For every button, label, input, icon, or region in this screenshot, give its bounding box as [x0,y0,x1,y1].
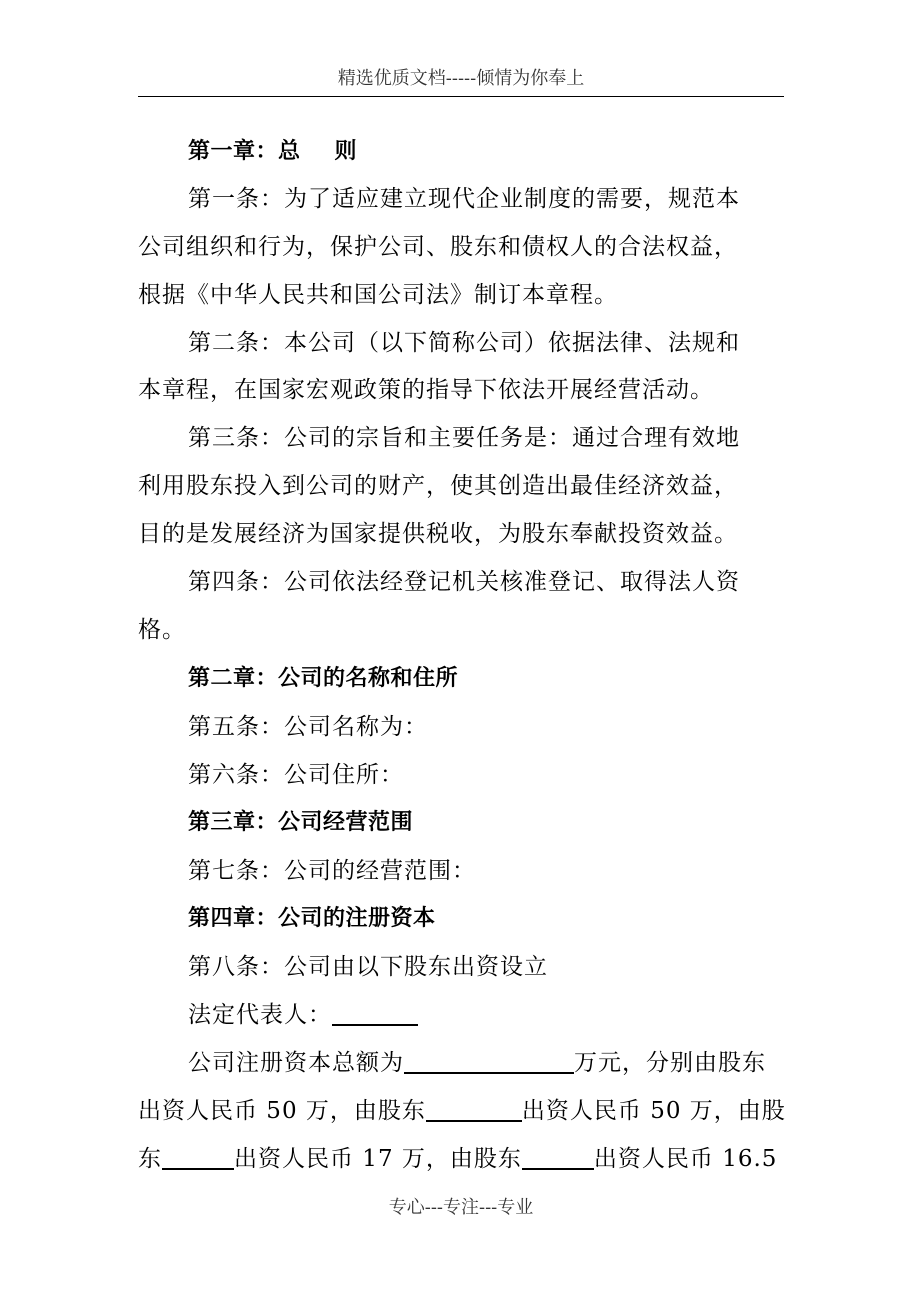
capital-text-3: 出资人民币 50 万，由股东 [138,1098,426,1124]
page-footer: 专心---专注---专业 [388,1197,534,1218]
shareholder-2-blank [426,1094,522,1122]
chapter-4-heading: 第四章：公司的注册资本 [188,906,436,931]
chapter-1-title-right: 则 [334,139,358,164]
chapter-2-heading: 第二章：公司的名称和住所 [188,666,459,691]
legal-representative-label: 法定代表人： [188,1002,332,1028]
article-1-line-2: 公司组织和行为，保护公司、股东和债权人的合法权益， [138,234,738,260]
capital-text-4: 出资人民币 50 万，由股 [521,1098,786,1124]
chapter-1-title-left: 第一章：总 [188,139,301,164]
page-header: 精选优质文档-----倾情为你奉上 [138,62,784,97]
legal-representative-blank [332,998,418,1026]
legal-representative-line [138,995,834,1035]
capital-text-6: 出资人民币 17 万，由股东 [234,1146,522,1172]
article-8: 第八条：公司由以下股东出资设立 [188,954,548,980]
capital-text-7: 出资人民币 16.5 [593,1146,778,1172]
capital-total-blank [404,1046,574,1074]
capital-text-1: 公司注册资本总额为 [188,1050,404,1076]
capital-text-2: 万元，分别由股东 [574,1050,766,1076]
article-1-line-3: 根据《中华人民共和国公司法》制订本章程。 [138,282,618,308]
article-4-line-2: 格。 [138,617,186,643]
capital-text-5: 东 [138,1146,162,1172]
capital-line-2 [138,1091,784,1131]
article-3-line-3: 目的是发展经济为国家提供税收，为股东奉献投资效益。 [138,521,738,547]
capital-line-1 [138,1043,834,1083]
article-6: 第六条：公司住所： [188,762,404,788]
capital-line-3 [138,1139,784,1179]
shareholder-4-blank [522,1142,594,1170]
chapter-3-heading: 第三章：公司经营范围 [188,810,414,835]
article-3-line-1: 第三条：公司的宗旨和主要任务是：通过合理有效地 [188,425,740,451]
article-3-line-2: 利用股东投入到公司的财产，使其创造出最佳经济效益， [138,473,738,499]
article-7: 第七条：公司的经营范围： [188,858,476,884]
chapter-1-heading [138,132,834,172]
article-1-line-1: 第一条：为了适应建立现代企业制度的需要，规范本 [188,186,740,212]
article-5: 第五条：公司名称为： [188,714,428,740]
article-2-line-2: 本章程，在国家宏观政策的指导下依法开展经营活动。 [138,377,714,403]
article-4-line-1: 第四条：公司依法经登记机关核准登记、取得法人资 [188,569,740,595]
shareholder-3-blank [162,1142,234,1170]
article-2-line-1: 第二条：本公司（以下简称公司）依据法律、法规和 [188,330,740,356]
